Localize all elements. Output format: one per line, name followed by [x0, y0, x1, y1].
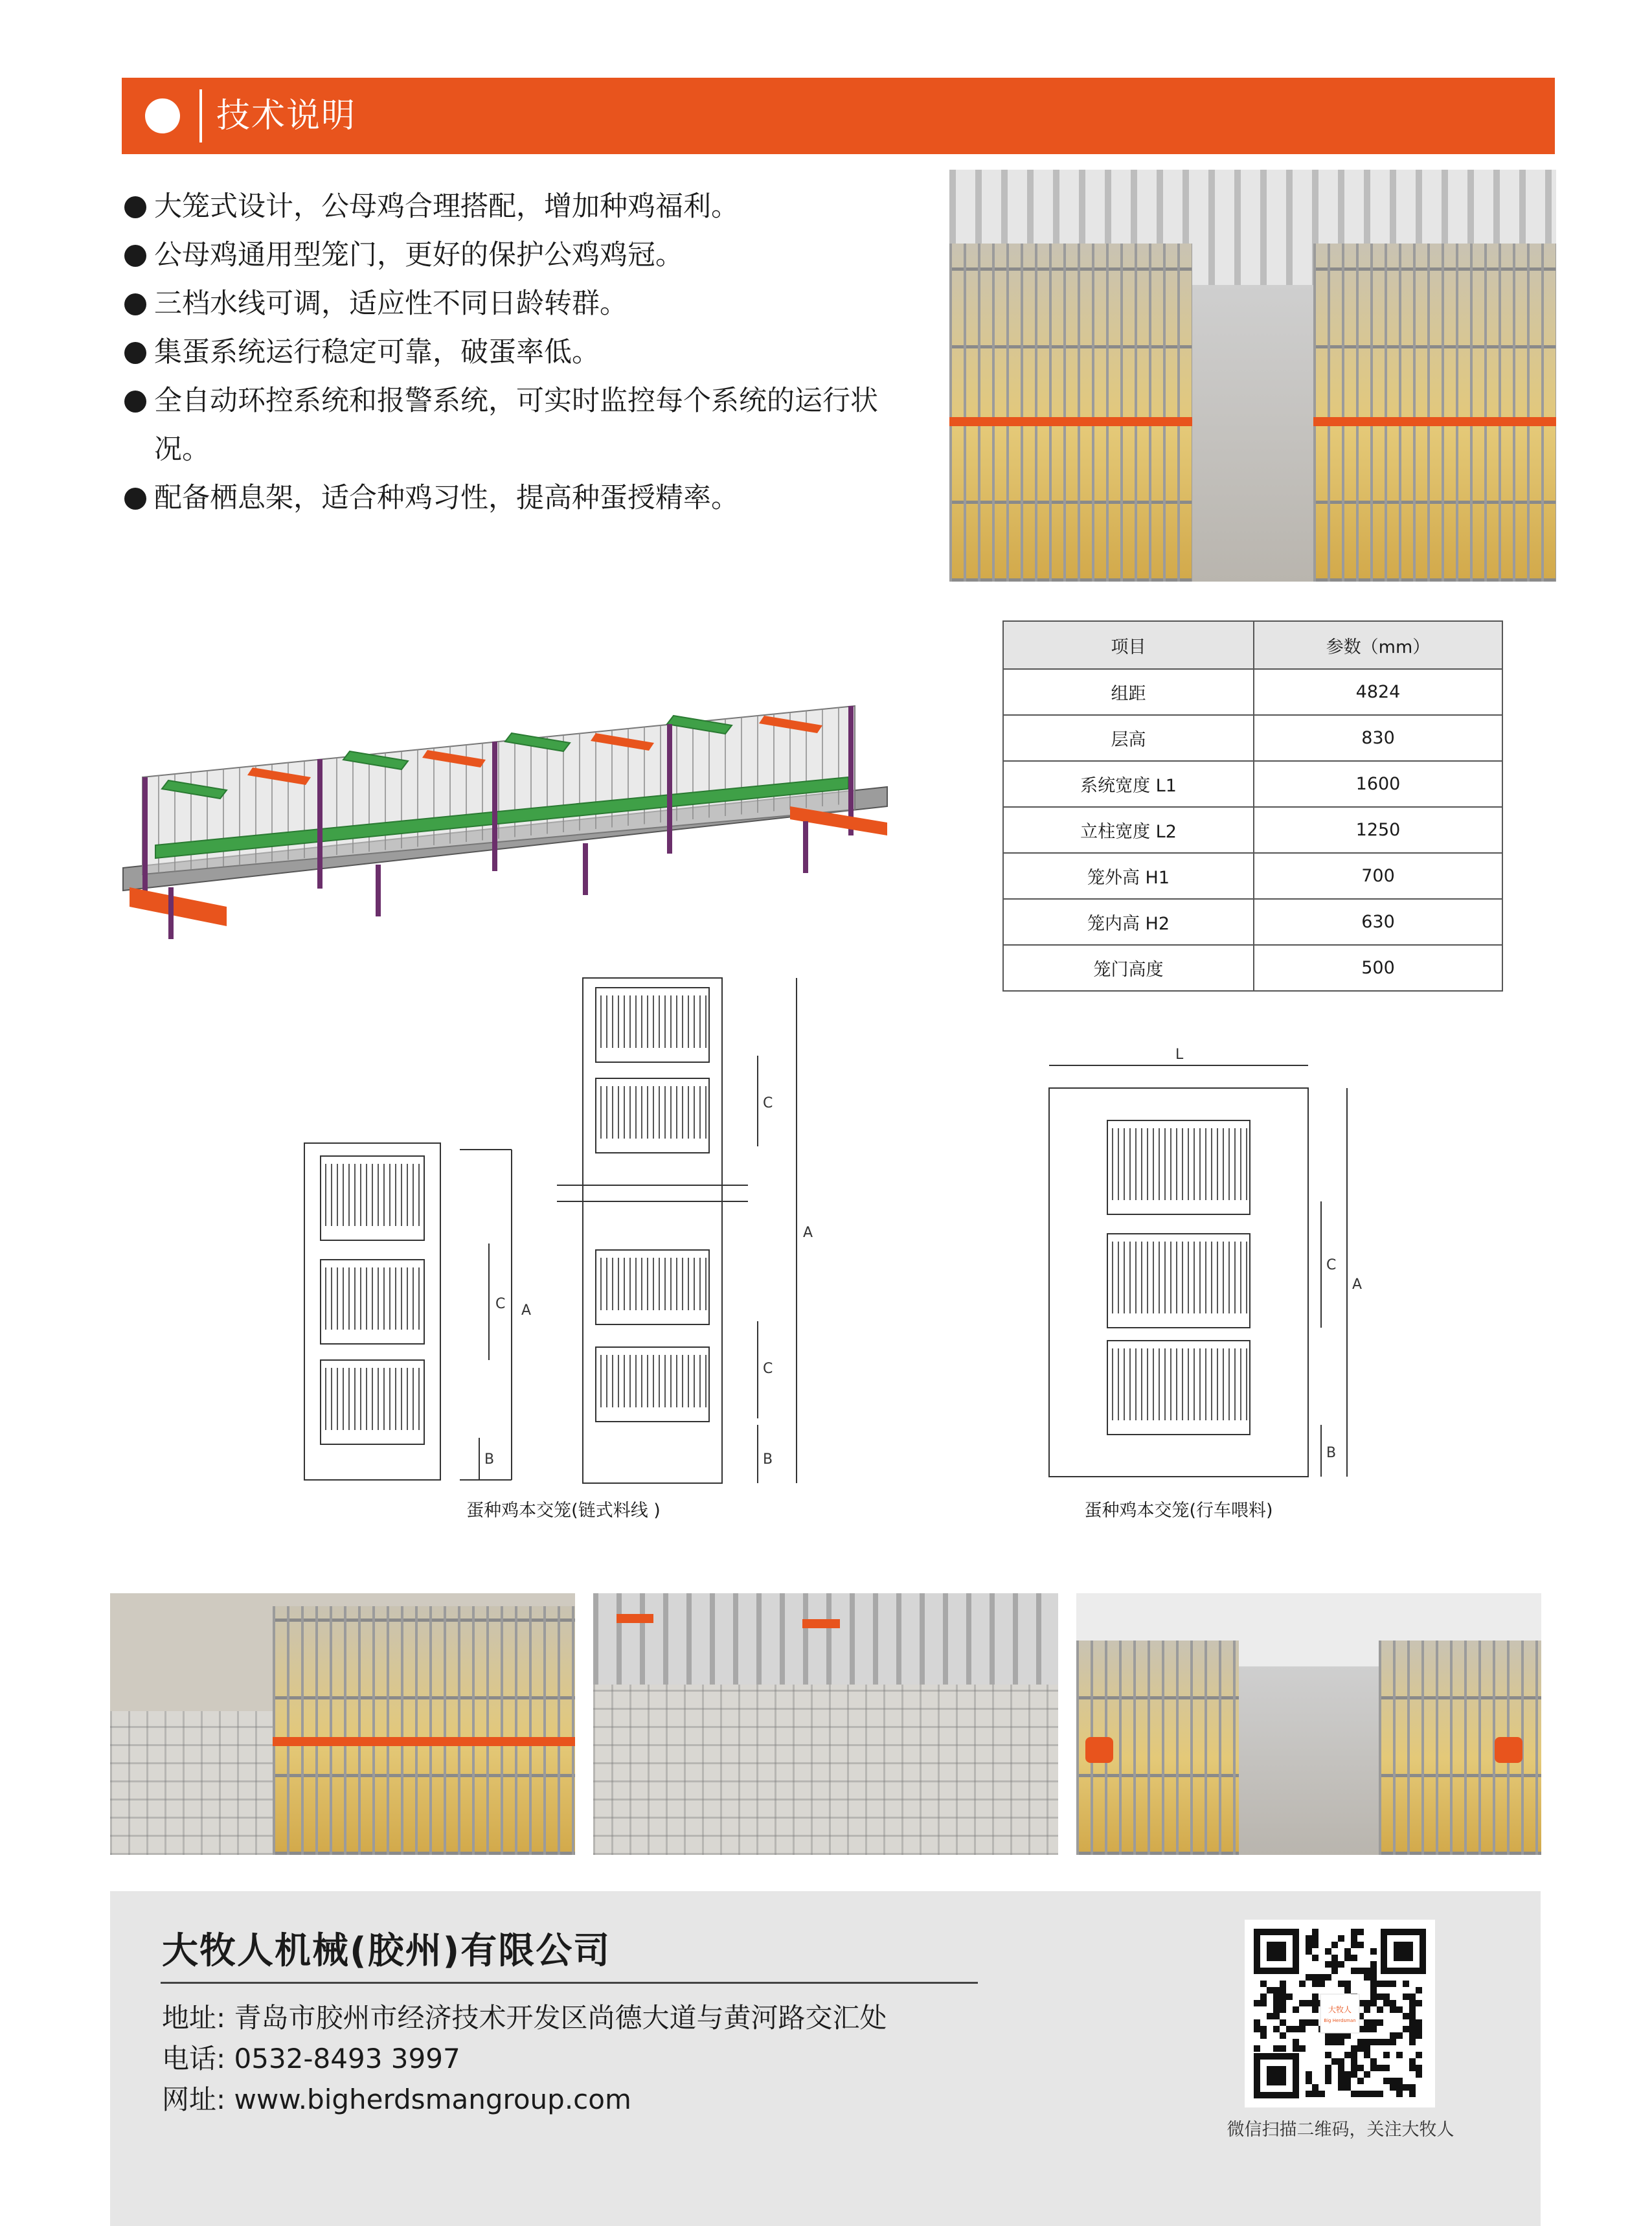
caption-chain-feeding: 蛋种鸡本交笼(链式料线 ): [466, 1501, 661, 1521]
egg-belt-photo: [593, 1593, 1058, 1855]
header-divider: [199, 89, 202, 142]
company-name: 大牧人机械(胶州)有限公司: [162, 1930, 611, 1972]
section-header: [122, 78, 1555, 154]
table-row: 系统宽度 L1 1600: [1003, 761, 1502, 807]
dim-label-a: A: [803, 1225, 813, 1241]
feature-item: 配备栖息架，适合种鸡习性，提高种蛋授精率。: [124, 474, 914, 523]
table-row: 笼外高 H1 700: [1003, 853, 1502, 899]
footer: [110, 1891, 1541, 2226]
table-header-param: 参数（mm）: [1254, 621, 1502, 669]
table-row: 笼内高 H2 630: [1003, 899, 1502, 945]
section-title: 技术说明: [216, 97, 357, 135]
feature-list: [124, 183, 914, 523]
dim-label-l: L: [1175, 1047, 1184, 1063]
bullet-icon: [124, 391, 146, 413]
qr-logo-text: 大牧人: [1328, 2005, 1352, 2014]
feature-item: 三档水线可调，适应性不同日龄转群。: [124, 280, 914, 328]
cage-drawing-chain-feeding: [266, 971, 842, 1490]
table-header-row: [1003, 621, 1502, 669]
dim-label-a: A: [1352, 1277, 1363, 1293]
dim-label-c: C: [763, 1361, 773, 1377]
bullet-icon: [124, 342, 146, 364]
company-website[interactable]: 网址: www.bigherdsmangroup.com: [162, 2084, 631, 2115]
feature-item: 集蛋系统运行稳定可靠，破蛋率低。: [124, 328, 914, 377]
header-bullet-icon: [145, 98, 180, 133]
dim-label-b: B: [763, 1451, 773, 1468]
table-row: 立柱宽度 L2 1250: [1003, 807, 1502, 853]
company-address: 地址: 青岛市胶州市经济技术开发区尚德大道与黄河路交汇处: [162, 2002, 887, 2034]
barn-walkway-photo: [1076, 1593, 1541, 1855]
bullet-icon: [124, 293, 146, 315]
bullet-icon: [124, 196, 146, 218]
cage-3d-rendering: [104, 693, 913, 991]
table-header-item: 项目: [1003, 621, 1254, 669]
dim-label-b: B: [484, 1451, 495, 1468]
spec-table: [1002, 620, 1503, 992]
table-row: 层高 830: [1003, 715, 1502, 761]
cage-drawing-gantry-feeding: [1036, 1036, 1373, 1483]
bullet-icon: [124, 488, 146, 510]
dim-label-c: C: [1326, 1257, 1337, 1273]
barn-aisle-photo: [949, 170, 1556, 582]
dim-label-c: C: [763, 1095, 773, 1111]
table-row: 组距 4824: [1003, 669, 1502, 715]
feature-item: 大笼式设计，公母鸡合理搭配，增加种鸡福利。: [124, 183, 914, 231]
qr-logo-subtext: Big Herdsman: [1324, 2018, 1356, 2023]
company-phone: 电话: 0532-8493 3997: [162, 2043, 460, 2074]
feature-item: 全自动环控系统和报警系统，可实时监控每个系统的运行状况。: [124, 377, 892, 474]
wechat-qr-code[interactable]: [1245, 1920, 1435, 2107]
cage-chickens-photo: [110, 1593, 575, 1855]
dim-label-c: C: [495, 1296, 506, 1312]
qr-caption: 微信扫描二维码，关注大牧人: [1227, 2120, 1454, 2140]
feature-item: 公母鸡通用型笼门，更好的保护公鸡鸡冠。: [124, 231, 914, 280]
bullet-icon: [124, 245, 146, 267]
caption-gantry-feeding: 蛋种鸡本交笼(行车喂料): [1084, 1501, 1273, 1521]
dim-label-a: A: [521, 1302, 532, 1319]
footer-divider: [161, 1982, 978, 1984]
table-row: 笼门高度 500: [1003, 945, 1502, 991]
dim-label-b: B: [1326, 1445, 1337, 1461]
